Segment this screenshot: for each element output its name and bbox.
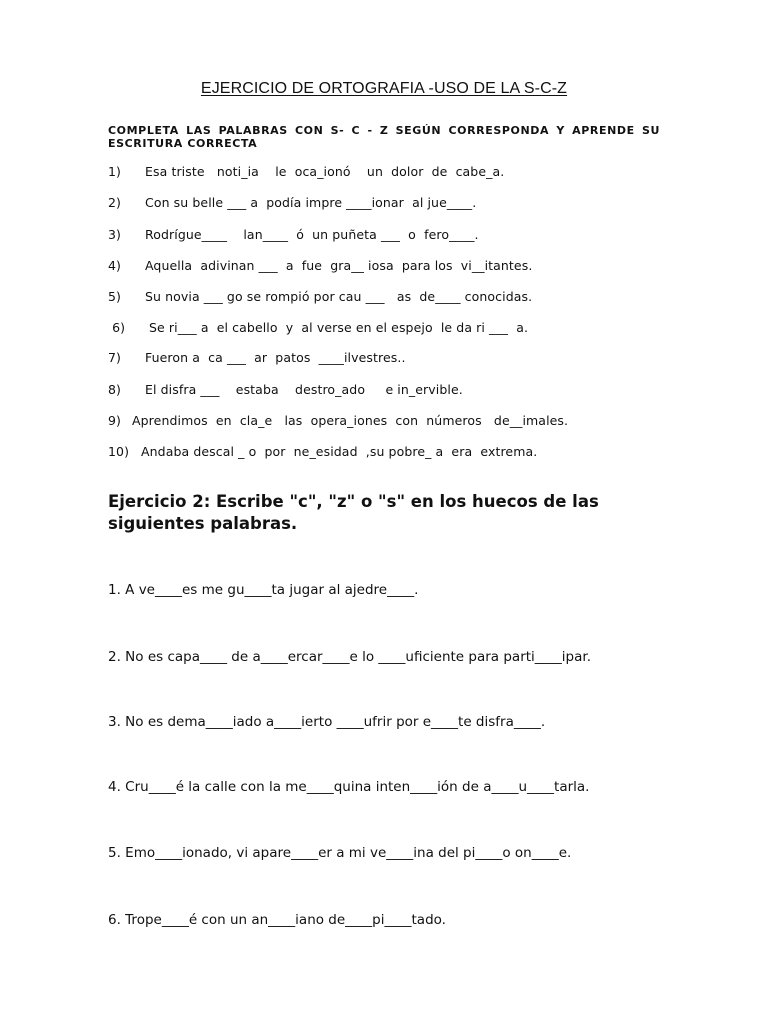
item-number: 9) bbox=[108, 413, 122, 428]
item-number: 6) bbox=[108, 320, 126, 335]
exercise1-item bbox=[108, 195, 476, 210]
exercise2-item: 5. Emo____ionado, vi apare____er a mi ve____ina del pi____o on____e. bbox=[108, 845, 572, 861]
exercise1-item bbox=[108, 258, 532, 273]
exercise1-item bbox=[108, 444, 537, 459]
instructions: COMPLETA LAS PALABRAS CON S- C - Z SEGÚN CORRESPONDA Y APRENDE SU ESCRITURA CORRECTA bbox=[108, 124, 660, 150]
page-title: EJERCICIO DE ORTOGRAFIA -USO DE LA S-C-Z bbox=[200, 80, 568, 97]
item-text: Se ri___ a el cabello y al verse en el espejo le da ri ___ a. bbox=[149, 320, 529, 335]
item-text: Esa triste noti_ia le oca_ionó un dolor de cabe_a. bbox=[145, 164, 505, 179]
exercise1-item bbox=[108, 413, 568, 428]
item-text: El disfra ___ estaba destro_ado e in_ervible. bbox=[145, 382, 463, 397]
exercise1-item bbox=[108, 382, 463, 397]
exercise2-item: 2. No es capa____ de a____ercar____e lo ____uficiente para parti____ipar. bbox=[108, 649, 591, 665]
item-number: 5) bbox=[108, 289, 122, 304]
item-number: 10) bbox=[108, 444, 130, 459]
exercise1-item bbox=[108, 289, 532, 304]
exercise2-item: 3. No es dema____iado a____ierto ____ufrir por e____te disfra____. bbox=[108, 714, 546, 730]
item-text: Rodrígue____ lan____ ó un puñeta ___ o fero____. bbox=[145, 227, 479, 242]
item-text: Aprendimos en cla_e las opera_iones con números de__imales. bbox=[132, 413, 569, 428]
item-text: Fueron a ca ___ ar patos ____ilvestres.. bbox=[145, 350, 406, 365]
item-number: 8) bbox=[108, 382, 122, 397]
exercise2-heading: Ejercicio 2: Escribe "c", "z" o "s" en los huecos de las siguientes palabras. bbox=[108, 492, 599, 533]
item-text: Con su belle ___ a podía impre ____ionar al jue____. bbox=[145, 195, 477, 210]
item-number: 4) bbox=[108, 258, 122, 273]
item-number: 1) bbox=[108, 164, 122, 179]
item-number: 7) bbox=[108, 350, 122, 365]
exercise2-item: 1. A ve____es me gu____ta jugar al ajedre____. bbox=[108, 582, 419, 598]
item-text: Aquella adivinan ___ a fue gra__ iosa para los vi__itantes. bbox=[145, 258, 533, 273]
exercise2-item: 4. Cru____é la calle con la me____quina inten____ión de a____u____tarla. bbox=[108, 779, 590, 795]
item-text: Andaba descal _ o por ne_esidad ,su pobre_ a era extrema. bbox=[141, 444, 538, 459]
exercise1-item bbox=[108, 320, 528, 335]
exercise1-item bbox=[108, 227, 479, 242]
exercise1-item bbox=[108, 164, 504, 179]
exercise2-item: 6. Trope____é con un an____iano de____pi____tado. bbox=[108, 912, 446, 928]
item-text: Su novia ___ go se rompió por cau ___ as de____ conocidas. bbox=[145, 289, 533, 304]
exercise1-item bbox=[108, 350, 406, 365]
item-number: 2) bbox=[108, 195, 122, 210]
item-number: 3) bbox=[108, 227, 122, 242]
